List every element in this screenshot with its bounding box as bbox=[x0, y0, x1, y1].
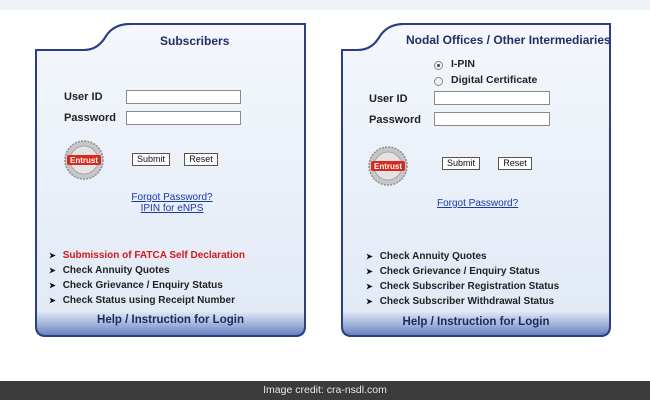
menu-item-label: Check Subscriber Withdrawal Status bbox=[379, 296, 555, 307]
menu-item-annuity-quotes[interactable] bbox=[366, 249, 559, 264]
password-input[interactable] bbox=[126, 111, 241, 125]
menu-item-label: Check Annuity Quotes bbox=[379, 251, 487, 262]
ipin-for-enps-link[interactable]: IPIN for eNPS bbox=[140, 203, 204, 214]
password-label: Password bbox=[64, 112, 116, 124]
entrust-seal-text: Entrust bbox=[374, 162, 402, 171]
reset-button[interactable]: Reset bbox=[184, 153, 218, 166]
radio-digital-certificate-label: Digital Certificate bbox=[451, 74, 538, 86]
password-input[interactable] bbox=[434, 112, 550, 126]
arrow-right-icon: ➤ bbox=[49, 296, 56, 305]
entrust-seal-icon bbox=[64, 140, 104, 180]
arrow-right-icon: ➤ bbox=[49, 266, 56, 275]
submit-button[interactable]: Submit bbox=[132, 153, 170, 166]
entrust-seal-text: Entrust bbox=[70, 156, 98, 165]
menu-item-receipt-status[interactable] bbox=[49, 293, 245, 308]
user-id-input[interactable] bbox=[434, 91, 550, 105]
radio-ipin-label: I-PIN bbox=[451, 58, 475, 70]
menu-item-label: Check Grievance / Enquiry Status bbox=[379, 266, 540, 277]
arrow-right-icon: ➤ bbox=[366, 297, 373, 306]
top-strip bbox=[0, 0, 650, 10]
image-credit: Image credit: cra-nsdl.com bbox=[0, 381, 650, 400]
arrow-right-icon: ➤ bbox=[49, 251, 56, 260]
password-label: Password bbox=[369, 114, 421, 126]
nodal-title: Nodal Offices / Other Intermediaries bbox=[406, 33, 611, 47]
help-instruction-link[interactable]: Help / Instruction for Login bbox=[97, 314, 244, 326]
subscribers-menu bbox=[49, 248, 245, 308]
menu-item-label: Check Subscriber Registration Status bbox=[379, 281, 560, 292]
entrust-seal-icon bbox=[368, 146, 408, 186]
menu-item-label: Check Grievance / Enquiry Status bbox=[62, 280, 223, 291]
radio-ipin[interactable] bbox=[434, 61, 443, 70]
menu-item-fatca[interactable] bbox=[49, 248, 245, 263]
arrow-right-icon: ➤ bbox=[49, 281, 56, 290]
forgot-password-link[interactable]: Forgot Password? bbox=[437, 198, 519, 209]
radio-digital-certificate[interactable] bbox=[434, 77, 443, 86]
subscribers-panel bbox=[32, 22, 309, 340]
user-id-label: User ID bbox=[369, 93, 408, 105]
menu-item-label: Check Status using Receipt Number bbox=[62, 295, 235, 306]
user-id-label: User ID bbox=[64, 91, 103, 103]
submit-button[interactable]: Submit bbox=[442, 157, 480, 170]
reset-button[interactable]: Reset bbox=[498, 157, 532, 170]
user-id-input[interactable] bbox=[126, 90, 241, 104]
menu-item-withdrawal-status[interactable] bbox=[366, 294, 559, 309]
arrow-right-icon: ➤ bbox=[366, 282, 373, 291]
nodal-menu bbox=[366, 249, 559, 309]
forgot-password-link[interactable]: Forgot Password? bbox=[131, 192, 213, 203]
menu-item-grievance-status[interactable] bbox=[366, 264, 559, 279]
subscribers-title: Subscribers bbox=[160, 34, 230, 48]
help-instruction-link[interactable]: Help / Instruction for Login bbox=[402, 316, 550, 328]
menu-item-registration-status[interactable] bbox=[366, 279, 559, 294]
menu-item-label: Submission of FATCA Self Declaration bbox=[62, 250, 245, 261]
arrow-right-icon: ➤ bbox=[366, 252, 373, 261]
menu-item-grievance-status[interactable] bbox=[49, 278, 245, 293]
arrow-right-icon: ➤ bbox=[366, 267, 373, 276]
menu-item-annuity-quotes[interactable] bbox=[49, 263, 245, 278]
menu-item-label: Check Annuity Quotes bbox=[62, 265, 170, 276]
nodal-panel bbox=[338, 22, 614, 340]
